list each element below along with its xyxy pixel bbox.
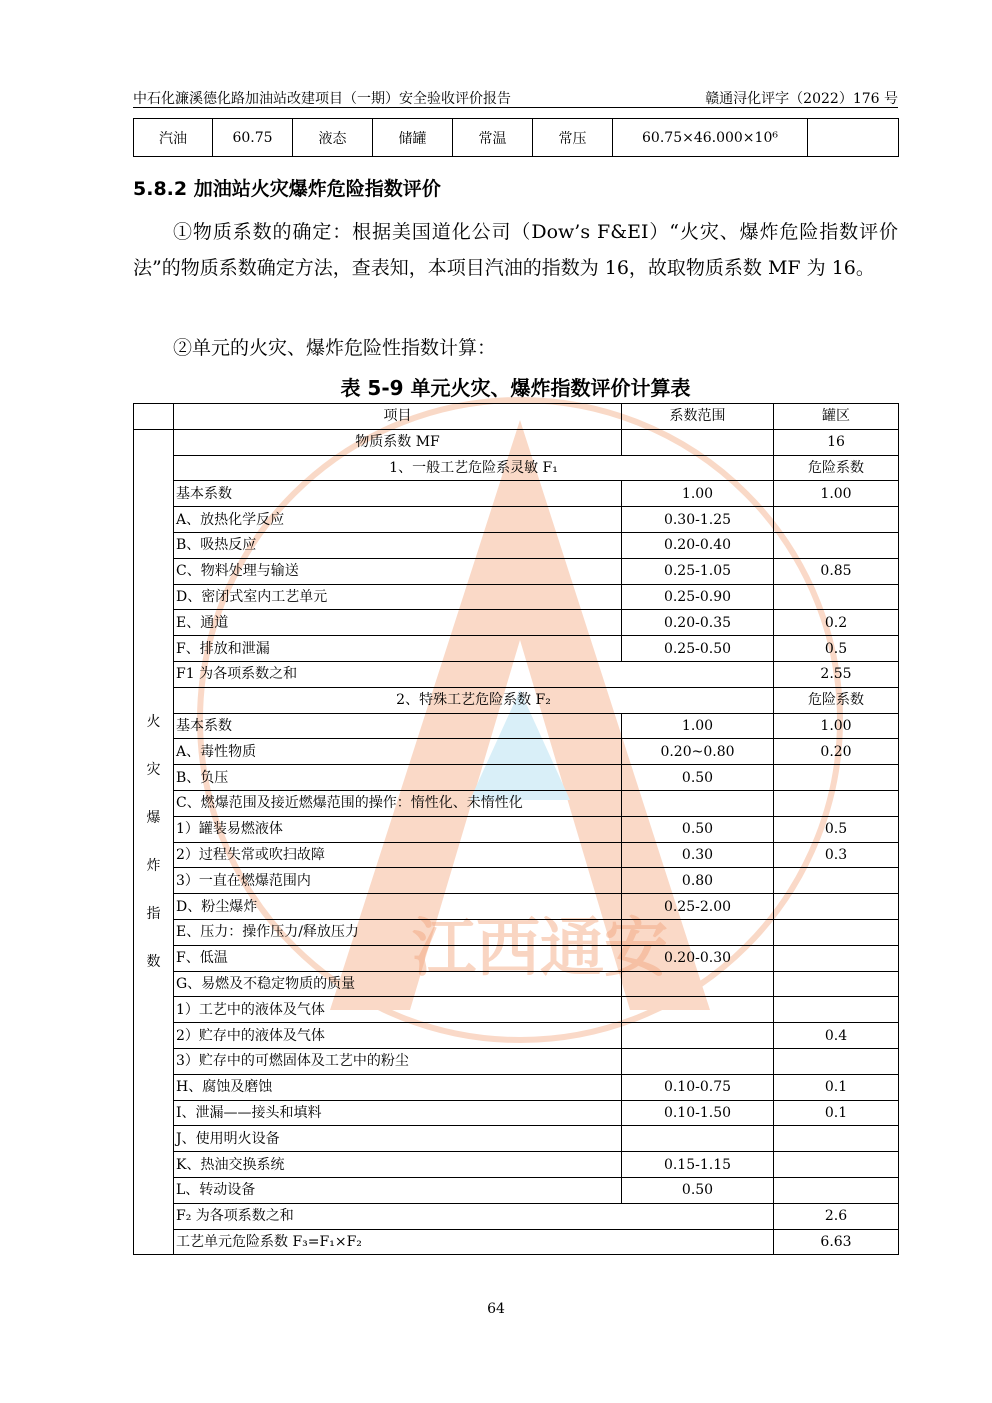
- table-title: 表 5-9 单元火灾、爆炸指数评价计算表: [340, 376, 691, 400]
- item-cell: K、热油交换系统: [174, 1152, 622, 1178]
- table-row: [134, 1100, 899, 1126]
- range-cell: 0.10-0.75: [622, 1074, 774, 1100]
- value-cell: 0.2: [774, 610, 899, 636]
- table-row: [134, 919, 899, 945]
- item-cell: 2）过程失常或吹扫故障: [174, 842, 622, 868]
- range-cell: [622, 790, 774, 816]
- table-cell: 液态: [293, 119, 373, 157]
- range-cell: 0.20-0.35: [622, 610, 774, 636]
- table-row: [134, 558, 899, 584]
- value-cell: 2.55: [774, 661, 899, 687]
- value-cell: [774, 1126, 899, 1152]
- value-cell: 0.1: [774, 1074, 899, 1100]
- item-cell: 1）工艺中的液体及气体: [174, 997, 622, 1023]
- table-row: [134, 532, 899, 558]
- value-cell: [774, 971, 899, 997]
- range-cell: [622, 1023, 774, 1049]
- value-cell: [774, 584, 899, 610]
- range-cell: 0.30-1.25: [622, 507, 774, 533]
- table-row: [134, 1203, 899, 1229]
- paragraph-material-factor: ①物质系数的确定：根据美国道化公司（Dow’s F&EI）“火灾、爆炸危险指数评价法”的物质系数确定方法，查表知，本项目汽油的指数为 16，故取物质系数 MF 为 16。: [133, 221, 898, 279]
- item-cell: 2）贮存中的液体及气体: [174, 1023, 622, 1049]
- value-cell: 0.20: [774, 739, 899, 765]
- side-label-char: 火: [146, 714, 161, 731]
- range-cell: 0.15-1.15: [622, 1152, 774, 1178]
- item-cell: A、放热化学反应: [174, 507, 622, 533]
- range-cell: 0.25-2.00: [622, 894, 774, 920]
- value-cell: [774, 1152, 899, 1178]
- column-header-item: 项目: [174, 404, 622, 430]
- item-cell: 基本系数: [174, 713, 622, 739]
- table-row: [134, 1074, 899, 1100]
- item-cell: I、泄漏——接头和填料: [174, 1100, 622, 1126]
- watermark-text: 江西通安: [412, 912, 668, 986]
- value-cell: [774, 507, 899, 533]
- table-row: [134, 945, 899, 971]
- side-label-cell: [134, 429, 174, 1255]
- table-row: [134, 636, 899, 662]
- value-cell: 1.00: [774, 481, 899, 507]
- item-cell: 物质系数 MF: [174, 429, 622, 455]
- range-cell: 1.00: [622, 481, 774, 507]
- item-cell: 基本系数: [174, 481, 622, 507]
- table-row: [134, 894, 899, 920]
- value-cell: [774, 919, 899, 945]
- table-row: [134, 661, 899, 687]
- item-cell: C、燃爆范围及接近燃爆范围的操作：惰性化、未惰性化: [174, 790, 622, 816]
- substance-table-continuation: [133, 118, 899, 157]
- range-cell: 0.30: [622, 842, 774, 868]
- item-cell: 3）一直在燃爆范围内: [174, 868, 622, 894]
- item-cell: B、吸热反应: [174, 532, 622, 558]
- value-cell: [774, 532, 899, 558]
- table-row: [134, 816, 899, 842]
- column-header-value: 罐区: [774, 404, 899, 430]
- range-cell: 0.25-0.90: [622, 584, 774, 610]
- table-row: [134, 790, 899, 816]
- item-cell: H、腐蚀及磨蚀: [174, 1074, 622, 1100]
- range-cell: [622, 971, 774, 997]
- table-row: [134, 687, 899, 713]
- value-cell: [774, 945, 899, 971]
- sum-label-cell: F1 为各项系数之和: [174, 661, 774, 687]
- item-cell: F、排放和泄漏: [174, 636, 622, 662]
- table-row: [134, 739, 899, 765]
- value-cell: 0.3: [774, 842, 899, 868]
- table-row: [134, 1048, 899, 1074]
- table-row: [134, 1229, 899, 1255]
- table-cell: 汽油: [134, 119, 213, 157]
- value-cell: 0.5: [774, 636, 899, 662]
- side-label-char: 灾: [146, 762, 161, 779]
- table-cell: 常温: [453, 119, 533, 157]
- table-row: [134, 1126, 899, 1152]
- table-cell: 60.75×46.000×10⁶: [613, 119, 808, 157]
- range-cell: [622, 429, 774, 455]
- header-blank-cell: [134, 404, 174, 430]
- range-cell: 0.50: [622, 765, 774, 791]
- range-cell: 0.20-0.40: [622, 532, 774, 558]
- item-cell: G、易燃及不稳定物质的质量: [174, 971, 622, 997]
- range-cell: 0.50: [622, 1177, 774, 1203]
- header-divider: [133, 107, 898, 108]
- page-header: [133, 86, 898, 106]
- page-number: 64: [487, 1301, 505, 1317]
- range-cell: [622, 997, 774, 1023]
- range-cell: 0.10-1.50: [622, 1100, 774, 1126]
- range-cell: [622, 1126, 774, 1152]
- section-subheading-cell: 2、特殊工艺危险系数 F₂: [174, 687, 774, 713]
- table-row: [134, 1023, 899, 1049]
- column-header-range: 系数范围: [622, 404, 774, 430]
- value-cell: 危险系数: [774, 455, 899, 481]
- header-report-number: 赣通浔化评字（2022）176 号: [705, 91, 898, 107]
- table-header-row: [134, 404, 899, 430]
- value-cell: [774, 894, 899, 920]
- range-cell: 0.80: [622, 868, 774, 894]
- range-cell: [622, 919, 774, 945]
- value-cell: 0.1: [774, 1100, 899, 1126]
- value-cell: [774, 1177, 899, 1203]
- value-cell: [774, 997, 899, 1023]
- table-row: [134, 481, 899, 507]
- side-label-char: 数: [146, 954, 161, 971]
- value-cell: 1.00: [774, 713, 899, 739]
- range-cell: 0.50: [622, 816, 774, 842]
- table-row: [134, 610, 899, 636]
- item-cell: L、转动设备: [174, 1177, 622, 1203]
- table-row: [134, 997, 899, 1023]
- table-row: [134, 507, 899, 533]
- item-cell: C、物料处理与输送: [174, 558, 622, 584]
- value-cell: 0.85: [774, 558, 899, 584]
- value-cell: [774, 765, 899, 791]
- paragraph-index-calculation: ②单元的火灾、爆炸危险性指数计算：: [173, 337, 497, 359]
- table-row: [134, 1177, 899, 1203]
- table-row: [134, 584, 899, 610]
- sum-label-cell: F₂ 为各项系数之和: [174, 1203, 774, 1229]
- table-cell: 常压: [533, 119, 613, 157]
- sum-label-cell: 工艺单元危险系数 F₃=F₁×F₂: [174, 1229, 774, 1255]
- table-row: [134, 868, 899, 894]
- section-subheading-cell: 1、一般工艺危险系灵敏 F₁: [174, 455, 774, 481]
- item-cell: E、通道: [174, 610, 622, 636]
- table-cell: [808, 119, 899, 157]
- value-cell: 16: [774, 429, 899, 455]
- table-row: [134, 971, 899, 997]
- range-cell: 0.20-0.30: [622, 945, 774, 971]
- item-cell: 1）罐装易燃液体: [174, 816, 622, 842]
- item-cell: D、粉尘爆炸: [174, 894, 622, 920]
- item-cell: A、毒性物质: [174, 739, 622, 765]
- value-cell: 0.5: [774, 816, 899, 842]
- value-cell: [774, 790, 899, 816]
- item-cell: B、负压: [174, 765, 622, 791]
- value-cell: [774, 1048, 899, 1074]
- range-cell: [622, 1048, 774, 1074]
- side-label-char: 爆: [146, 810, 161, 827]
- table-row: [134, 765, 899, 791]
- range-cell: 0.25-1.05: [622, 558, 774, 584]
- value-cell: 危险系数: [774, 687, 899, 713]
- item-cell: E、压力：操作压力/释放压力: [174, 919, 622, 945]
- range-cell: 1.00: [622, 713, 774, 739]
- item-cell: F、低温: [174, 945, 622, 971]
- table-row: [134, 119, 899, 157]
- fire-explosion-index-table: [133, 403, 899, 1255]
- value-cell: [774, 868, 899, 894]
- table-cell: 储罐: [373, 119, 453, 157]
- side-label-char: 指: [146, 906, 161, 923]
- header-report-title: 中石化濂溪德化路加油站改建项目（一期）安全验收评价报告: [133, 91, 511, 107]
- value-cell: 2.6: [774, 1203, 899, 1229]
- range-cell: 0.20~0.80: [622, 739, 774, 765]
- item-cell: J、使用明火设备: [174, 1126, 622, 1152]
- table-row: [134, 842, 899, 868]
- range-cell: 0.25-0.50: [622, 636, 774, 662]
- item-cell: 3）贮存中的可燃固体及工艺中的粉尘: [174, 1048, 622, 1074]
- item-cell: D、密闭式室内工艺单元: [174, 584, 622, 610]
- table-row: [134, 713, 899, 739]
- table-row: [134, 455, 899, 481]
- value-cell: 6.63: [774, 1229, 899, 1255]
- value-cell: 0.4: [774, 1023, 899, 1049]
- table-row: [134, 1152, 899, 1178]
- side-label-char: 炸: [146, 858, 161, 875]
- table-row: [134, 429, 899, 455]
- section-heading: 5.8.2 加油站火灾爆炸危险指数评价: [133, 178, 441, 200]
- table-cell: 60.75: [213, 119, 293, 157]
